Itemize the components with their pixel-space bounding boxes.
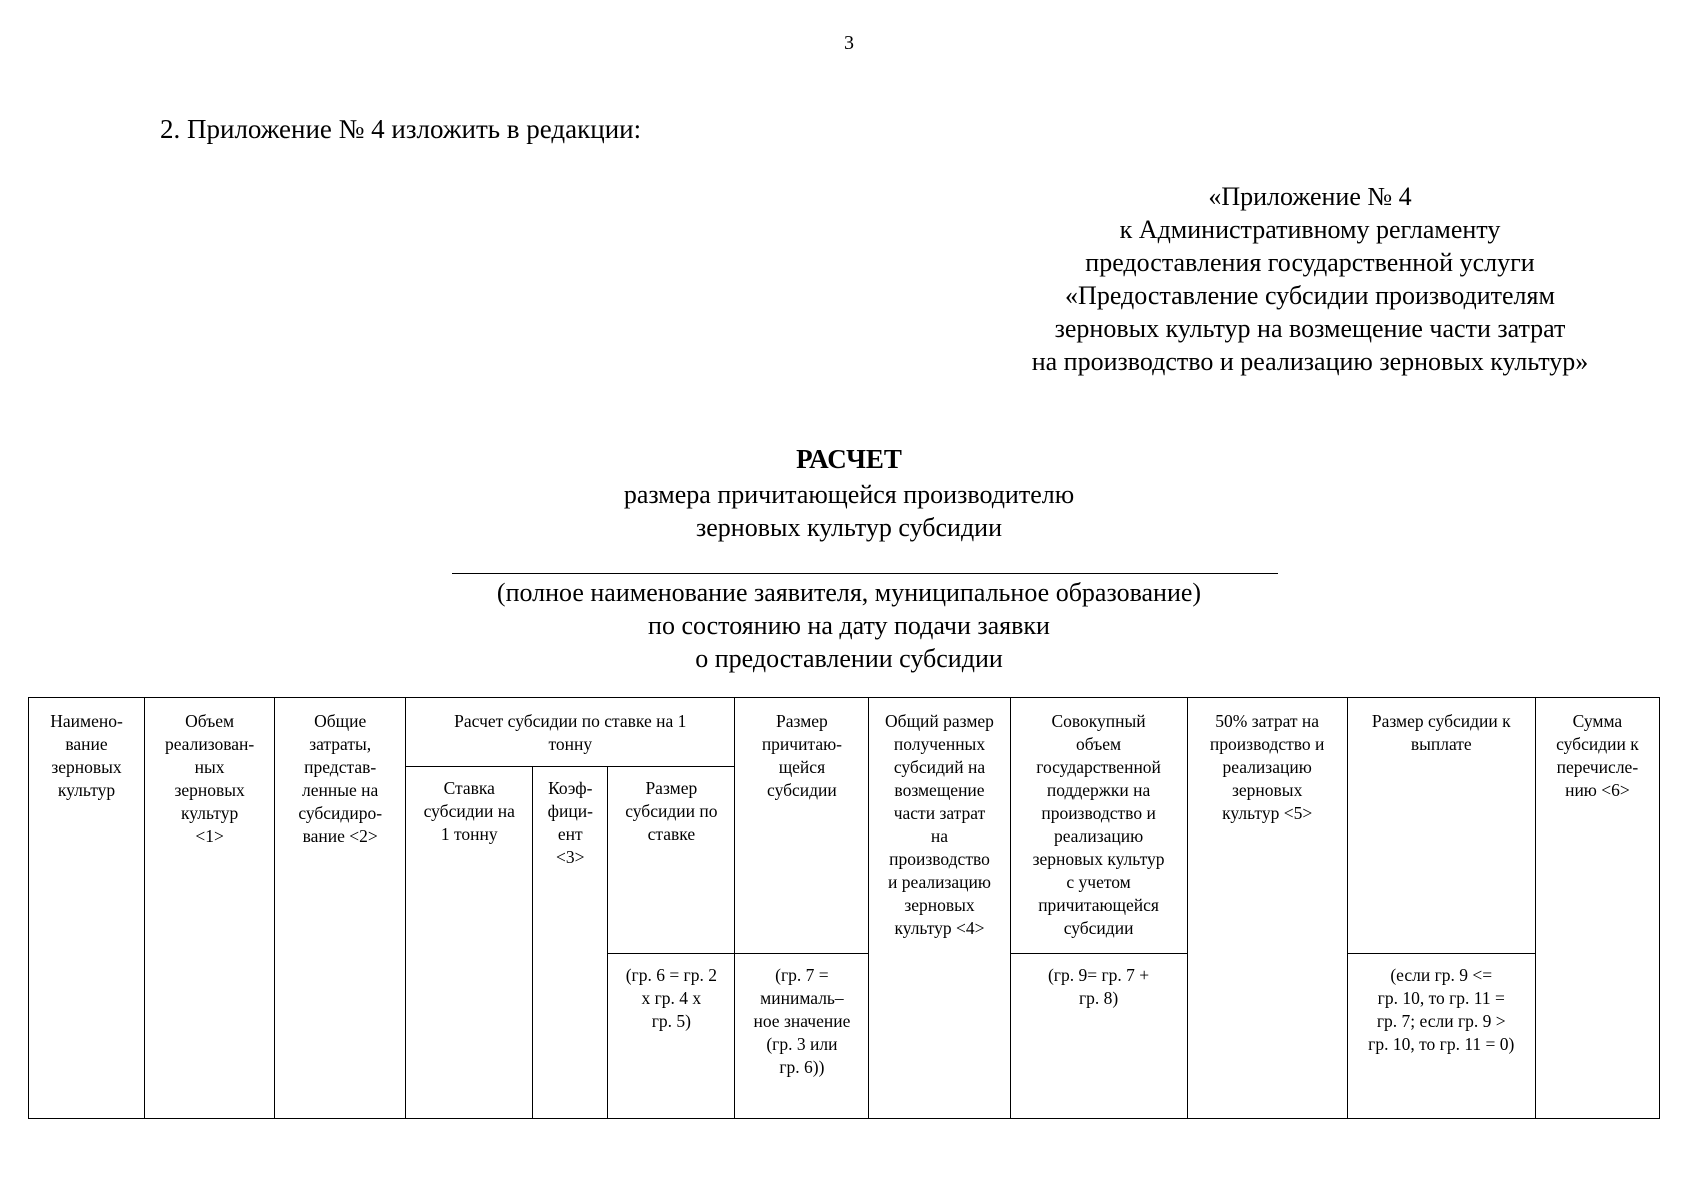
header-rate-subsidy: Размер субсидии по ставке (608, 767, 735, 954)
appendix-header (980, 180, 1640, 378)
page-number: 3 (844, 32, 854, 54)
header-half-costs: 50% затрат на производство и реализацию зерновых культур <5> (1187, 698, 1347, 1119)
document-title: РАСЧЕТ (796, 444, 902, 474)
formula-col11: (если гр. 9 <= гр. 10, то гр. 11 = гр. 7; если гр. 9 > гр. 10, то гр. 11 = 0) (1347, 954, 1535, 1119)
intro-line: 2. Приложение № 4 изложить в редакции: (160, 114, 642, 144)
header-due-subsidy: Размер причитаю- щейся субсидии (735, 698, 869, 954)
appendix-header-line: к Административному регламенту (1119, 215, 1501, 244)
header-transfer-sum: Сумма субсидии к перечисле- нию <6> (1535, 698, 1659, 1119)
caption-line: по состоянию на дату подачи заявки (648, 611, 1050, 640)
header-coefficient: Коэф- фици- ент <3> (533, 767, 608, 1119)
header-rate-calculation-group: Расчет субсидии по ставке на 1 тонну (406, 698, 735, 767)
header-total-costs: Общие затраты, представ- ленные на субсидиро- вание <2> (275, 698, 406, 1119)
applicant-caption (0, 576, 1698, 675)
subsidy-calculation-table (28, 697, 1660, 1119)
header-crop-name: Наимено- вание зерновых культур (29, 698, 145, 1119)
formula-col9: (гр. 9= гр. 7 + гр. 8) (1010, 954, 1187, 1119)
caption-line: (полное наименование заявителя, муниципальное образование) (496, 578, 1202, 607)
appendix-header-line: на производство и реализацию зерновых культур» (1031, 347, 1589, 376)
appendix-header-line: зерновых культур на возмещение части затрат (1054, 314, 1566, 343)
formula-col7: (гр. 7 = минималь– ное значение (гр. 3 или гр. 6)) (735, 954, 869, 1119)
subtitle-line: размера причитающейся производителю (623, 480, 1075, 509)
applicant-fill-line (452, 573, 1278, 574)
appendix-header-line: «Предоставление субсидии производителям (1065, 281, 1555, 310)
header-received-subsidies: Общий размер полученных субсидий на возмещение части затрат на производство и реализацию зерновых культур <4> (869, 698, 1010, 1119)
appendix-header-line: предоставления государственной услуги (1085, 248, 1535, 277)
appendix-header-line: «Приложение № 4 (1208, 182, 1412, 211)
subtitle-line: зерновых культур субсидии (695, 513, 1003, 542)
document-subtitle (0, 478, 1698, 544)
header-total-support: Совокупный объем государственной поддержки на производство и реализацию зерновых культур с учетом причитающейся субсидии (1010, 698, 1187, 954)
formula-col6: (гр. 6 = гр. 2 х гр. 4 х гр. 5) (608, 954, 735, 1119)
header-payout-size: Размер субсидии к выплате (1347, 698, 1535, 954)
caption-line: о предоставлении субсидии (695, 644, 1003, 673)
header-rate-per-ton: Ставка субсидии на 1 тонну (406, 767, 533, 1119)
header-sold-volume: Объем реализован- ных зерновых культур <1> (145, 698, 275, 1119)
